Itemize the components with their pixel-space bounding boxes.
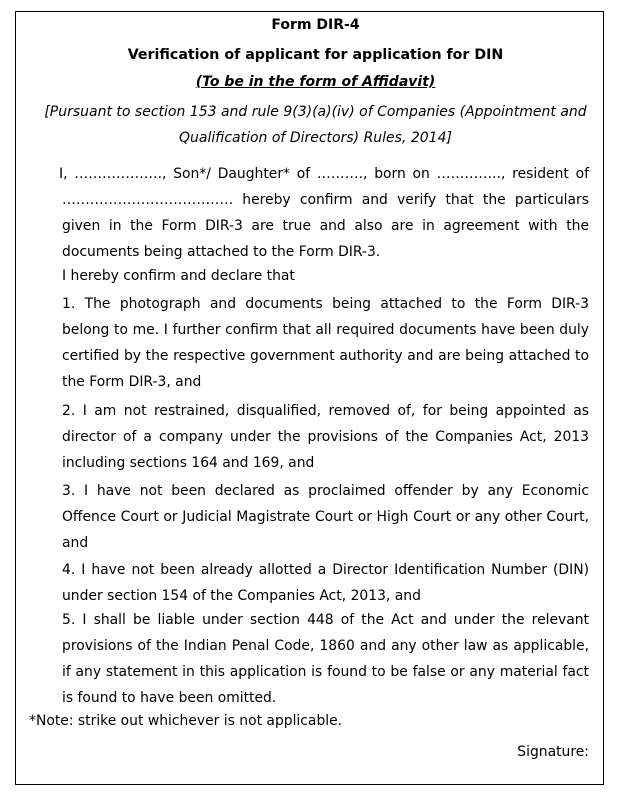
declaration-item-2: 2. I am not restrained, disqualified, removed of, for being appointed as director of a company under the provisions of the Companies Act, 2013 including sections 164 and 169, and (62, 403, 589, 471)
pursuant-line-1: [Pursuant to section 153 and rule 9(3)(a)(iv) of Companies (Appointment and (44, 104, 587, 120)
declaration-item-4: 4. I have not been already allotted a Director Identification Number (DIN) under section 154 of the Companies Act, 2013, and (62, 562, 589, 604)
affidavit-note: (To be in the form of Affidavit) (195, 74, 436, 90)
form-subtitle: Verification of applicant for application for DIN (127, 47, 504, 63)
pursuant-line-2: Qualification of Directors) Rules, 2014] (179, 130, 452, 146)
signature-label: Signature: (517, 744, 589, 760)
declaration-item-5: 5. I shall be liable under section 448 of the Act and under the relevant provisions of the Indian Penal Code, 1860 and any other law as applicable, if any statement in this application is found to be false or any material fact is found to have been omitted. (62, 612, 589, 706)
declaration-item-1: 1. The photograph and documents being attached to the Form DIR-3 belong to me. I further confirm that all required documents have been duly certified by the respective government authority and are being attached to the Form DIR-3, and (62, 296, 589, 390)
form-title: Form DIR-4 (271, 17, 360, 33)
intro-paragraph: I, ………………., Son*/ Daughter* of ………., born on ………….., resident of ………………………………. hereby confirm and verify that the particulars given in the Form DIR-3 are true and also are in agreement with the documents being attached to the Form DIR-3. (59, 166, 589, 260)
declaration-item-3: 3. I have not been declared as proclaimed offender by any Economic Offence Court or Judicial Magistrate Court or High Court or any other Court, and (62, 483, 589, 551)
declare-heading: I hereby confirm and declare that (62, 268, 295, 284)
footnote: *Note: strike out whichever is not applicable. (29, 713, 343, 729)
